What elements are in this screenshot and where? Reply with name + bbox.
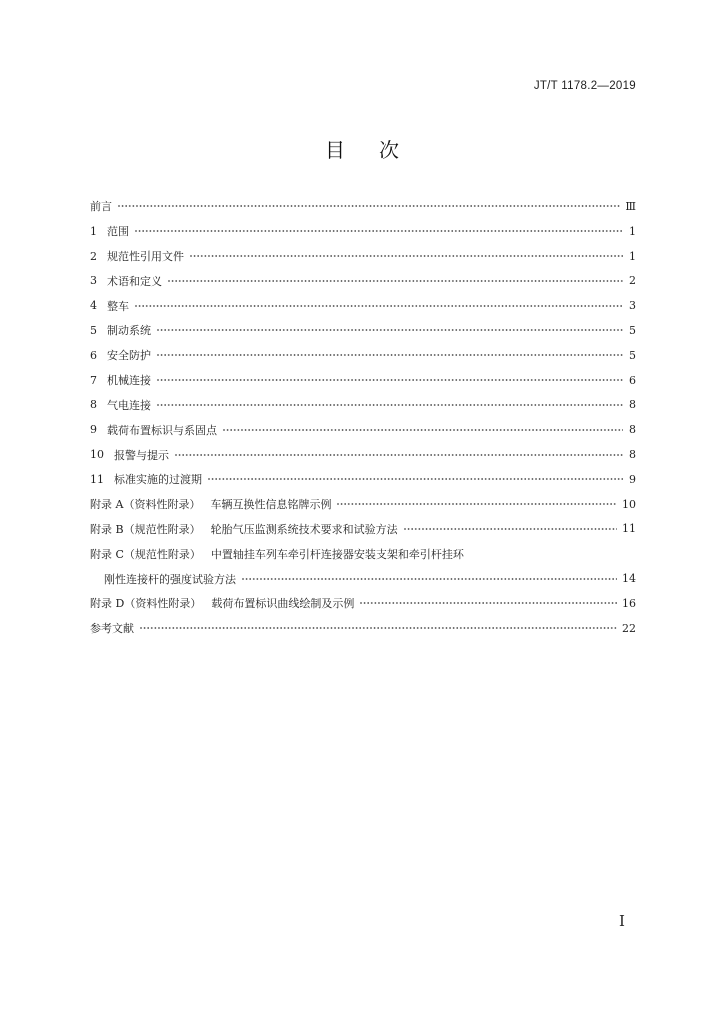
toc-entry-number: 11: [90, 472, 104, 486]
toc-entry-title: 机械连接: [107, 374, 151, 388]
toc-entry-page: 8: [629, 423, 636, 437]
toc-entry-page: 9: [629, 472, 636, 486]
toc-entry-number: 4: [90, 299, 97, 313]
toc-entry-title: 术语和定义: [107, 274, 162, 288]
toc-entry-title: 载荷布置标识曲线绘制及示例: [211, 597, 355, 611]
toc-entry-number: 5: [90, 323, 97, 337]
dot-leader: [118, 204, 620, 208]
dot-leader: [404, 527, 617, 531]
toc-entry-continuation: [90, 566, 636, 591]
table-of-contents: [90, 194, 636, 641]
toc-entry-number: 10: [90, 448, 104, 462]
toc-entry-title: 中置轴挂车列车牵引杆连接器安装支架和牵引杆挂环: [210, 547, 464, 561]
dot-leader: [157, 328, 623, 332]
toc-entry-title: 载荷布置标识与系固点: [107, 423, 217, 437]
toc-entry: [90, 293, 636, 318]
dot-leader: [157, 353, 623, 357]
toc-entry-title: 规范性引用文件: [107, 250, 184, 264]
toc-entry-page: 11: [622, 522, 636, 536]
dot-leader: [157, 403, 623, 407]
toc-entry: [90, 219, 636, 244]
appendix-label: 附录 A（资料性附录）: [90, 498, 201, 512]
toc-entry: [90, 244, 636, 269]
toc-entry-page: 14: [622, 572, 636, 586]
toc-entry-appendix: [90, 492, 636, 517]
dot-leader: [242, 577, 617, 581]
toc-entry: [90, 393, 636, 418]
toc-entry-appendix: [90, 591, 636, 616]
toc-entry: [90, 467, 636, 492]
toc-entry-number: 2: [90, 249, 97, 263]
dot-leader: [135, 304, 623, 308]
dot-leader: [360, 601, 617, 605]
toc-entry-title: 制动系统: [107, 324, 151, 338]
standard-code: JT/T 1178.2—2019: [533, 80, 636, 92]
toc-entry-appendix: [90, 541, 636, 566]
toc-entry-title: 气电连接: [107, 398, 151, 412]
toc-entry-number: 8: [90, 398, 97, 412]
toc-entry: [90, 318, 636, 343]
toc-entry-title: 刚性连接杆的强度试验方法: [104, 572, 236, 586]
toc-entry-page: 8: [629, 448, 636, 462]
toc-entry-number: 7: [90, 373, 97, 387]
toc-entry-page: 1: [629, 249, 636, 263]
page-number: I: [619, 912, 625, 930]
page-title: 目次: [325, 138, 433, 162]
dot-leader: [337, 502, 617, 506]
toc-entry-title: 轮胎气压监测系统技术要求和试验方法: [210, 522, 398, 536]
toc-entry-title: 参考文献: [90, 622, 134, 636]
dot-leader: [140, 626, 617, 630]
toc-entry-page: 6: [629, 373, 636, 387]
toc-entry-page: 3: [629, 299, 636, 313]
toc-entry: [90, 343, 636, 368]
appendix-label: 附录 D（资料性附录）: [90, 597, 202, 611]
appendix-label: 附录 B（规范性附录）: [90, 522, 201, 536]
dot-leader: [208, 477, 623, 481]
toc-entry-title: 范围: [107, 225, 129, 239]
toc-entry-number: 1: [90, 224, 97, 238]
dot-leader: [190, 254, 623, 258]
dot-leader: [175, 453, 623, 457]
toc-entry-page: 1: [629, 224, 636, 238]
appendix-label: 附录 C（规范性附录）: [90, 547, 201, 561]
toc-entry-number: 6: [90, 348, 97, 362]
toc-entry: [90, 616, 636, 641]
toc-entry-page: Ⅲ: [625, 199, 636, 213]
toc-entry: [90, 268, 636, 293]
toc-entry-title: 前言: [90, 200, 112, 214]
toc-entry-title: 报警与提示: [114, 448, 169, 462]
toc-entry-title: 车辆互换性信息铭牌示例: [210, 498, 332, 512]
toc-entry-title: 整车: [107, 299, 129, 313]
dot-leader: [168, 279, 623, 283]
toc-entry-title: 标准实施的过渡期: [114, 473, 202, 487]
toc-entry-page: 5: [629, 323, 636, 337]
toc-entry-page: 5: [629, 348, 636, 362]
toc-entry: [90, 368, 636, 393]
toc-entry-number: 9: [90, 423, 97, 437]
toc-entry: [90, 442, 636, 467]
toc-entry-page: 10: [622, 497, 636, 511]
dot-leader: [135, 229, 623, 233]
toc-entry-number: 3: [90, 274, 97, 288]
toc-entry-page: 16: [622, 596, 636, 610]
toc-entry-page: 22: [622, 621, 636, 635]
toc-entry: [90, 417, 636, 442]
toc-entry-appendix: [90, 517, 636, 542]
toc-entry-title: 安全防护: [107, 349, 151, 363]
dot-leader: [223, 428, 623, 432]
toc-entry-page: 2: [629, 274, 636, 288]
dot-leader: [157, 378, 623, 382]
toc-entry: [90, 194, 636, 219]
toc-entry-page: 8: [629, 398, 636, 412]
